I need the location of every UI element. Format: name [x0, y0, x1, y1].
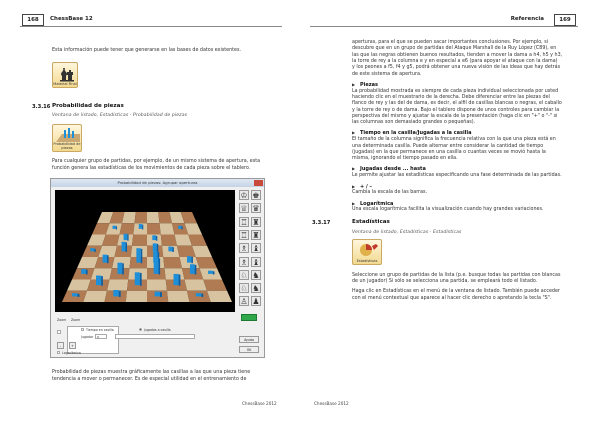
bullet-line: haciendo clic en el muestrario de la derecha. Debe diferenciar entre las piezas del [352, 94, 550, 100]
left-header [20, 17, 282, 27]
jugadas-radio[interactable] [139, 328, 142, 331]
white-bishop-icon[interactable]: ♗ [240, 244, 248, 254]
white-rook-icon[interactable]: ♖ [240, 230, 248, 240]
bottom-controls [55, 316, 261, 356]
board-square [203, 280, 227, 291]
bullet-arrow-icon: ▶ [352, 81, 356, 87]
bullet-arrow-icon: ▶ [352, 200, 356, 206]
jugador-slider[interactable] [115, 334, 195, 339]
close-button[interactable] [254, 180, 263, 186]
material-final-icon[interactable] [52, 62, 78, 88]
intro-line: las que las negras obtienen buenos resultados, tienden a mover la dama a h4, h5 y h3, [352, 52, 563, 58]
white-knight-icon[interactable]: ♘ [240, 284, 248, 294]
probability-bar-side [213, 271, 215, 274]
intro-text: Esta información puede tener que generarse en las bases de datos existentes. [52, 48, 242, 53]
bullet-line: misma, ignorando el tiempo pasado en ella. [352, 156, 458, 162]
probability-bar [81, 269, 86, 274]
probability-bar [152, 235, 156, 240]
right-page [300, 0, 600, 424]
probabilidad-piezas-icon[interactable] [52, 124, 82, 152]
bullet-title: + / – [360, 183, 372, 190]
bullet-line: flanco de rey y las del de dama, es decir, el alfil de casillas blancas o negras, el caballo [352, 101, 562, 107]
probabilidad-window [50, 178, 265, 358]
bullet-heading [352, 130, 471, 136]
probability-bar [113, 226, 116, 229]
probability-bar [174, 274, 179, 285]
probability-bar-side [172, 247, 173, 252]
section-number-3-3-17: 3.3.17 [312, 219, 331, 226]
page-number-right: 169 [554, 14, 576, 26]
footer-right: ChessBase 2012 [314, 401, 349, 406]
white-bishop-icon[interactable]: ♗ [240, 257, 248, 267]
bullet-line: y la torre de rey o de dama. Bajo el tablero dispone de unos controles para cambiar la [352, 107, 560, 113]
probability-bar [187, 256, 191, 262]
probability-bar-side [141, 249, 143, 263]
white-queen-icon[interactable]: ♕ [240, 204, 248, 214]
probability-bar-side [191, 257, 193, 263]
probability-bar-side [94, 249, 95, 252]
board-squares [62, 212, 232, 302]
bullet-line: El tamaño de la columna significa la frecuencia relativa con la que una pieza está en [352, 137, 556, 143]
probability-bar [208, 271, 213, 274]
probability-bar-side [116, 226, 117, 229]
probability-bar [113, 290, 118, 296]
page-number-left: 168 [22, 14, 44, 26]
section-title-estadisticas: Estadísticas [352, 218, 390, 225]
bullet-heading [352, 201, 393, 207]
black-queen-icon[interactable]: ♛ [252, 204, 260, 214]
white-pawn-icon[interactable]: ♙ [240, 297, 248, 307]
probability-bar [124, 234, 128, 240]
probability-bar-side [179, 275, 181, 286]
zoom-label-1: Zoom [57, 318, 67, 322]
log-label: Logarítmica [62, 351, 81, 355]
probability-bar-side [86, 270, 88, 275]
para2-line1: Probabilidad de piezas muestra gráficamente las casillas a las que una pieza tiene [52, 370, 251, 375]
board-3d-render [55, 190, 235, 312]
probability-bar-side [157, 244, 158, 252]
bullet-line: Le permite ajustar las estadísticas especificando una fase determinada de las partidas. [352, 173, 562, 179]
white-king-icon[interactable]: ♔ [240, 191, 248, 200]
probability-bar-side [127, 234, 128, 240]
para2-line2: tendencia a mover o permanecer. Es de especial utilidad en el entrenamiento de [52, 377, 247, 382]
tiempo-label: Tiempo en casilla [86, 328, 114, 332]
intro-line: y los peones a f5, f4 y g5, podrá obtener una nueva visión de las ideas que hay detrás [352, 65, 561, 71]
board-square [147, 223, 161, 234]
probability-bar [117, 263, 122, 274]
bullet-title: Piezas [360, 81, 379, 88]
probability-bar [90, 248, 94, 251]
bullet-line: las columnas son demasiado grandes o pequeñas). [352, 120, 476, 126]
window-titlebar [51, 179, 264, 187]
board-square [147, 212, 160, 223]
board-square [207, 291, 232, 302]
probability-bar [96, 276, 101, 286]
probability-bar-side [195, 265, 197, 275]
estadisticas-icon-label: Estadísticas [356, 258, 378, 263]
window-title: Probabilidad de piezas: Agrupar aperturas [117, 180, 198, 185]
board-square [120, 223, 135, 234]
zoom-label-2: Zoom [71, 318, 81, 322]
section-title-probabilidad: Probabilidad de piezas [52, 103, 124, 109]
black-knight-icon[interactable]: ♞ [252, 270, 260, 280]
para1-line: de un jugador) Si sólo se selecciona una partida, se empleará todo el listado. [352, 279, 538, 284]
minus-button[interactable]: – [57, 342, 64, 349]
para2-line: con el menú contextual que aparece al hacer clic derecho o apretando la tecla "S". [352, 295, 552, 301]
chart-pie-icon [354, 241, 382, 257]
board-square [67, 280, 91, 291]
board-square [83, 291, 107, 302]
right-header [310, 17, 578, 27]
bullet-heading [352, 82, 378, 88]
bullet-line: perspectiva del mismo y ajustar la escala de la presentación (haga clic en "+" o "-" si [352, 113, 558, 119]
material-final-label: Material Final [53, 82, 77, 86]
probability-bar-side [107, 255, 109, 263]
log-checkbox[interactable] [57, 351, 60, 354]
board-square [107, 280, 128, 291]
board-square [161, 235, 177, 246]
probability-bar-side [140, 273, 142, 286]
probabilidad-icon-label: Probabilidad de piezas [53, 142, 81, 150]
bullet-heading [352, 184, 372, 190]
piece-selector [239, 190, 263, 312]
para1-line2: función genera las estadísticas de los movimientos de cada pieza sobre el tablero. [52, 166, 251, 171]
probability-bar-side [160, 292, 162, 297]
probability-bar [196, 293, 201, 296]
probability-bar [154, 258, 159, 274]
tiempo-checkbox[interactable] [81, 328, 84, 331]
board-square [196, 257, 217, 268]
menu-path-probabilidad: Ventana de listado, Estadísticas · Probabilidad de piezas [52, 113, 188, 118]
header-title-left: ChessBase 12 [50, 16, 93, 22]
bullet-line: (jugadas) en la que permanece en una casilla o cuantas veces se movió hasta la [352, 149, 546, 155]
black-rook-icon[interactable]: ♜ [252, 230, 260, 240]
black-rook-icon[interactable]: ♜ [252, 217, 260, 227]
para2-line: Haga clic en Estadísticas en el menú de la ventana de listado. También puede acceder [352, 289, 560, 295]
probability-bar [168, 247, 172, 252]
bullet-title: Tiempo en la casilla/Jugadas a la casilla [360, 130, 472, 137]
probability-bar [122, 242, 126, 252]
intro-line: de este sistema de apertura. [352, 71, 422, 77]
probability-bar-side [201, 294, 203, 297]
section-number-3-3-16: 3.3.16 [32, 104, 51, 110]
board-square [163, 257, 182, 268]
footer-left: ChessBase 2012 [242, 401, 277, 406]
menu-path-estadisticas: Ventana de listado, Estadísticas · Estadísticas [352, 229, 462, 235]
bullet-title: Jugadas desde ... hasta [360, 166, 426, 173]
estadisticas-icon[interactable] [352, 239, 382, 265]
probability-bar [136, 248, 140, 262]
black-pawn-icon[interactable]: ♟ [252, 297, 260, 307]
board-3d-viewport[interactable] [55, 190, 235, 312]
bullet-arrow-icon: ▶ [352, 130, 356, 136]
probability-bar [190, 264, 195, 274]
probability-bar [103, 255, 107, 263]
bullet-title: Logarítmica [360, 200, 394, 207]
bullet-arrow-icon: ▶ [352, 183, 356, 189]
probability-bar-side [122, 263, 124, 274]
para1-line1: Para cualquier grupo de partidas, por ejemplo, de un mismo sistema de apertura, esta [52, 159, 261, 164]
probability-bar-side [126, 242, 127, 252]
white-knight-icon[interactable]: ♘ [240, 270, 248, 280]
probability-bar [135, 272, 140, 285]
ok-button[interactable]: OK [239, 346, 259, 353]
board-square [132, 235, 147, 246]
probability-bar-side [156, 236, 157, 241]
board-square [126, 291, 147, 302]
probability-bar [72, 293, 77, 296]
header-title-right: Referencia [510, 16, 544, 22]
bullet-line: una determinada casilla. Puede alternar entre considerar la cantidad de tiempo [352, 143, 544, 149]
bullet-line: Una escala logarítmica facilita la visualización cuando hay grandes variaciones. [352, 207, 544, 213]
probability-bar-side [101, 276, 103, 286]
white-rook-icon[interactable]: ♖ [240, 217, 248, 227]
probability-bar-side [181, 226, 182, 229]
black-knight-icon[interactable]: ♞ [252, 284, 260, 294]
radio-left[interactable] [57, 330, 61, 334]
bullet-arrow-icon: ▶ [352, 166, 356, 172]
intro-line: la torre de rey a la columna e y en especial a e6 (para apoyar el ataque con la dama) [352, 58, 558, 64]
probability-bar [139, 224, 142, 229]
black-king-icon[interactable]: ♚ [252, 191, 260, 200]
board-square [135, 212, 148, 223]
intro-line: descubre que en un grupo de partidas del Ataque Marshall de la Ruy López (C89), en [352, 46, 557, 52]
probability-bar-side [78, 294, 80, 297]
bullet-heading [352, 166, 426, 172]
jugadas-label: Jugadas a casilla [144, 328, 171, 332]
black-bishop-icon[interactable]: ♝ [252, 257, 260, 267]
probability-bar-side [119, 291, 121, 297]
probability-bar [155, 292, 160, 297]
board-square [160, 223, 175, 234]
jugador-field[interactable]: 0 [95, 334, 107, 339]
color-indicator [241, 314, 257, 321]
probability-bar [178, 226, 181, 229]
plus-button[interactable]: + [69, 342, 76, 349]
bullet-line: La probabilidad mostrada es siempre de cada pieza individual seleccionada por usted [352, 88, 559, 94]
black-bishop-icon[interactable]: ♝ [252, 244, 260, 254]
probability-bar-side [158, 258, 160, 274]
board-square [185, 280, 208, 291]
jugador-label: Jugador [81, 335, 94, 339]
board-square [147, 280, 167, 291]
intro-line: aperturas, para el que se pueden sacar importantes conclusiones. Por ejemplo, si [352, 40, 549, 45]
probability-bar [153, 243, 157, 251]
probability-bar-side [142, 225, 143, 230]
ayuda-button[interactable]: Ayuda [239, 336, 259, 343]
para1-line: Seleccione un grupo de partidas de la lista (p.e. busque todas las partidas con blancas [352, 272, 561, 278]
bullet-line: Cambia la escala de las barras. [352, 190, 428, 196]
chess-pieces-icon [54, 64, 78, 82]
board-square [167, 291, 190, 302]
